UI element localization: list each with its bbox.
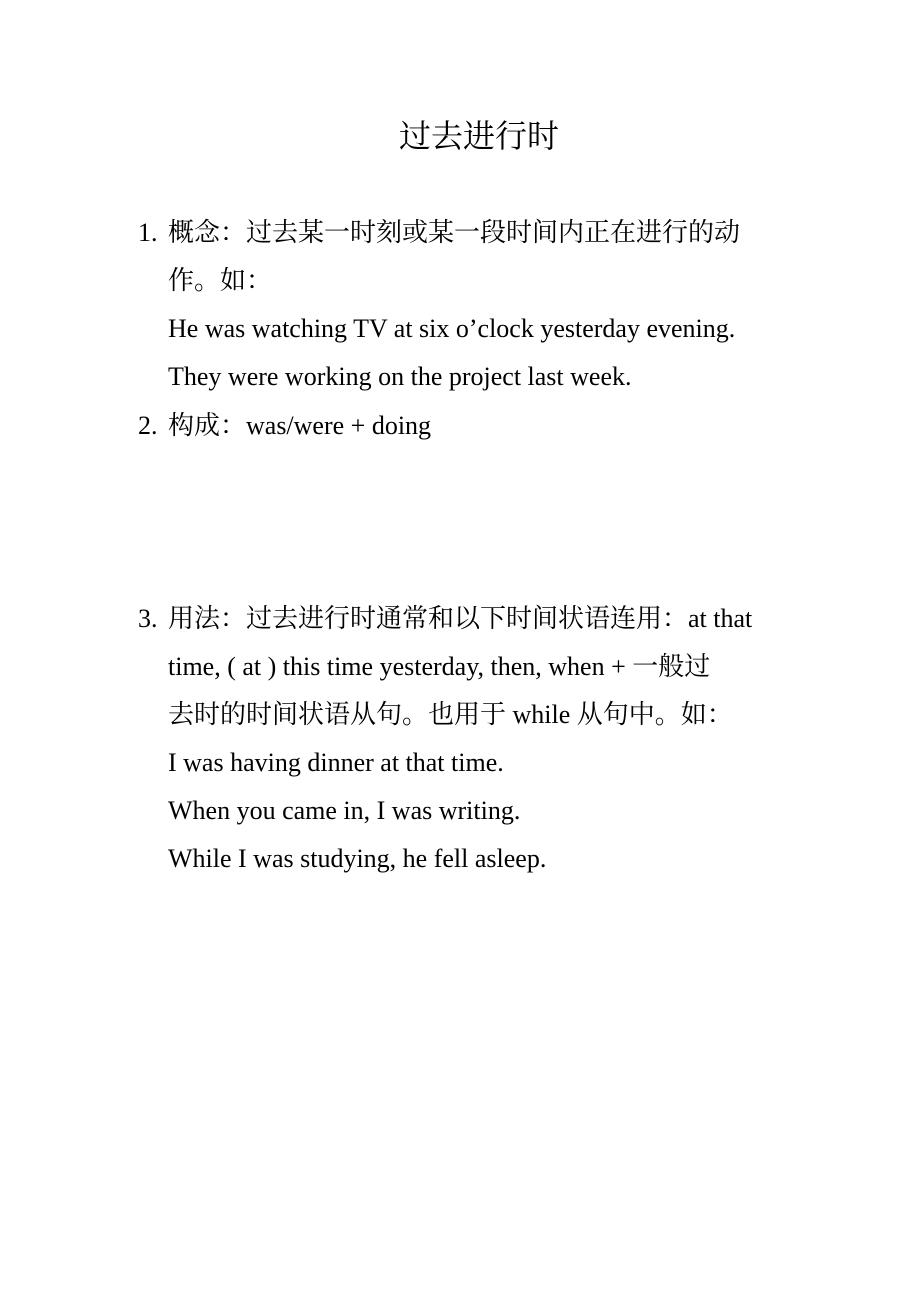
structure-formula: 构成：was/were + doing xyxy=(168,411,432,440)
section-body xyxy=(168,595,788,883)
example-sentence: He was watching TV at six o’clock yesterday evening. xyxy=(168,314,736,343)
section-number: 1. xyxy=(138,218,158,247)
section-usage xyxy=(138,595,788,883)
section-number: 3. xyxy=(138,604,158,633)
usage-description-line-2: time, ( at ) this time yesterday, then, when + 一般过 xyxy=(168,652,711,681)
concept-definition-line-2: 作。如： xyxy=(168,266,273,295)
example-sentence: They were working on the project last week. xyxy=(168,362,632,391)
section-concept xyxy=(138,209,788,401)
section-structure xyxy=(138,402,788,450)
page-title: 过去进行时 xyxy=(398,118,559,154)
example-sentence: While I was studying, he fell asleep. xyxy=(168,844,547,873)
example-sentence: When you came in, I was writing. xyxy=(168,796,521,825)
section-body xyxy=(168,402,788,450)
example-sentence: I was having dinner at that time. xyxy=(168,748,504,777)
usage-description-line-1: 用法：过去进行时通常和以下时间状语连用：at that xyxy=(168,604,753,633)
concept-definition-line-1: 概念：过去某一时刻或某一段时间内正在进行的动 xyxy=(168,218,741,247)
usage-description-line-3: 去时的时间状语从句。也用于 while 从句中。如： xyxy=(168,700,733,729)
section-body xyxy=(168,209,788,401)
section-number: 2. xyxy=(138,411,158,440)
